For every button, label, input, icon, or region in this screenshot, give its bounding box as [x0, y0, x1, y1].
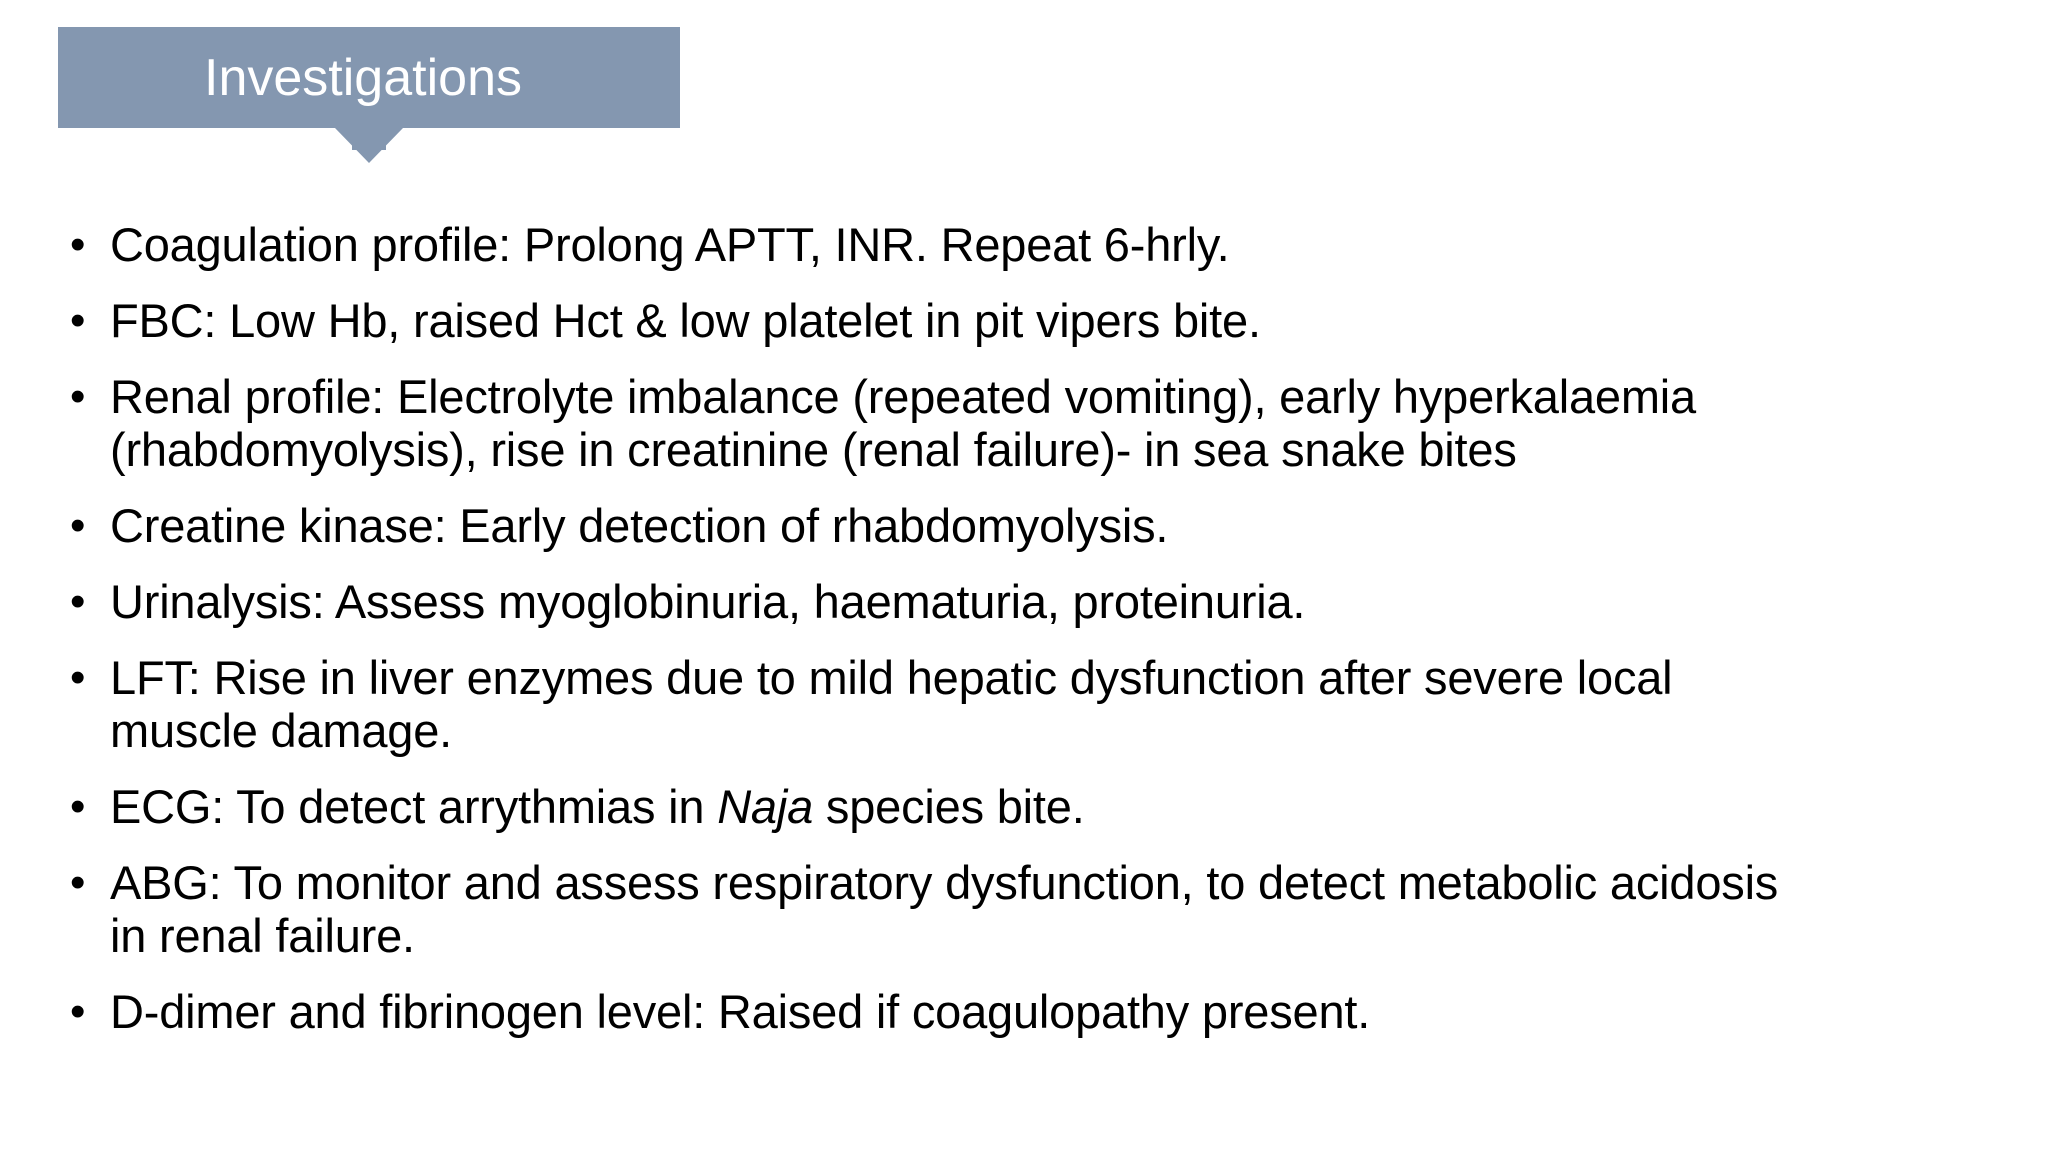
bullet-text-prefix: ECG: To detect arrythmias in — [110, 780, 718, 833]
bullet-text-italic: Naja — [717, 780, 814, 833]
down-arrow-icon — [335, 128, 403, 163]
bullet-item-fbc — [70, 294, 2020, 347]
bullet-icon: • — [70, 220, 86, 269]
bullet-item-d-dimer — [70, 985, 2020, 1038]
bullet-item-coagulation — [70, 218, 2020, 271]
bullet-icon: • — [70, 987, 86, 1036]
bullet-text-line-1: LFT: Rise in liver enzymes due to mild hepatic dysfunction after severe local — [110, 651, 1673, 704]
bullet-text-suffix: species bite. — [813, 780, 1085, 833]
bullet-icon: • — [70, 858, 86, 907]
slide-title: Investigations — [204, 48, 522, 107]
bullet-icon: • — [70, 296, 86, 345]
bullet-text-line-2: (rhabdomyolysis), rise in creatinine (renal failure)- in sea snake bites — [110, 423, 1517, 476]
bullet-text: D-dimer and fibrinogen level: Raised if coagulopathy present. — [110, 985, 1371, 1038]
bullet-icon: • — [70, 653, 86, 702]
bullet-text: Coagulation profile: Prolong APTT, INR. Repeat 6-hrly. — [110, 218, 1230, 271]
bullet-item-abg — [70, 856, 2020, 962]
bullet-list — [70, 218, 2020, 1061]
bullet-item-renal-profile — [70, 370, 2020, 476]
bullet-text: Urinalysis: Assess myoglobinuria, haematuria, proteinuria. — [110, 575, 1306, 628]
bullet-item-ecg — [70, 780, 2020, 833]
bullet-item-creatine-kinase — [70, 499, 2020, 552]
bullet-icon: • — [70, 501, 86, 550]
bullet-text-line-2: in renal failure. — [110, 909, 415, 962]
bullet-icon: • — [70, 372, 86, 421]
bullet-text: Creatine kinase: Early detection of rhabdomyolysis. — [110, 499, 1169, 552]
bullet-item-urinalysis — [70, 575, 2020, 628]
bullet-icon: • — [70, 577, 86, 626]
slide-title-box — [58, 27, 680, 128]
bullet-text-line-2: muscle damage. — [110, 704, 453, 757]
bullet-text-line-1: Renal profile: Electrolyte imbalance (repeated vomiting), early hyperkalaemia — [110, 370, 1696, 423]
bullet-text-line-1: ABG: To monitor and assess respiratory dysfunction, to detect metabolic acidosis — [110, 856, 1779, 909]
bullet-item-lft — [70, 651, 2020, 757]
bullet-text: FBC: Low Hb, raised Hct & low platelet in pit vipers bite. — [110, 294, 1261, 347]
bullet-icon: • — [70, 782, 86, 831]
bullet-text — [110, 780, 2020, 833]
